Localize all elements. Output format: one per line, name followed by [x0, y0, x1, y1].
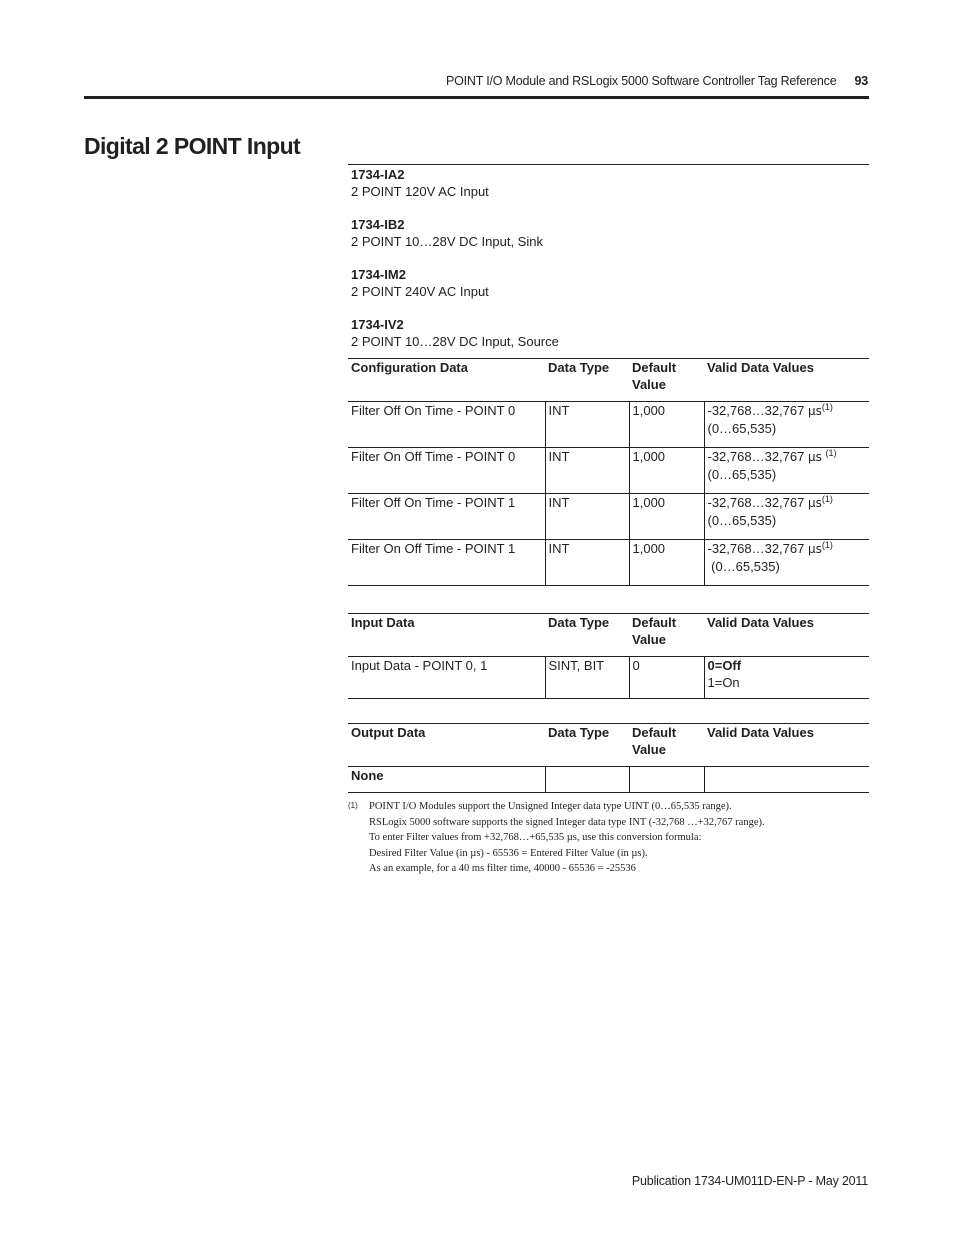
value-range: -32,768…32,767	[707, 403, 805, 418]
table-header-row	[348, 359, 869, 402]
input-data-table	[348, 613, 869, 699]
cell-type: INT	[545, 448, 629, 494]
footnote-mark: (1)	[348, 801, 358, 810]
footnote-line: RSLogix 5000 software supports the signed Integer data type INT (-32,768 …+32,767 range).	[369, 816, 765, 828]
table-row	[348, 540, 869, 586]
footnote-line: POINT I/O Modules support the Unsigned Integer data type UINT (0…65,535 range).	[369, 801, 732, 812]
page-number: 93	[854, 74, 868, 88]
cell-name: Filter On Off Time - POINT 0	[351, 449, 516, 464]
cell-name: Filter On Off Time - POINT 1	[351, 541, 516, 556]
section-title: Digital 2 POINT Input	[84, 133, 301, 159]
footnote-ref: (1)	[821, 540, 833, 550]
cell-type	[545, 767, 629, 793]
footnote	[348, 799, 868, 877]
column-header: Valid Data Values	[707, 725, 814, 740]
module-code: 1734-IM2	[351, 267, 406, 282]
module-description: 2 POINT 10…28V DC Input, Source	[351, 334, 559, 349]
unsigned-range: (0…65,535)	[711, 559, 780, 574]
cell-values	[704, 494, 869, 540]
footnote-line: As an example, for a 40 ms filter time, 40000 - 65536 = -25536	[369, 863, 636, 875]
cell-default: 1,000	[629, 402, 704, 448]
cell-default: 1,000	[629, 494, 704, 540]
table-row	[348, 402, 869, 448]
column-header: Default Value	[632, 615, 677, 647]
column-header: Data Type	[548, 360, 610, 375]
unit-label: µs	[807, 542, 822, 556]
cell-values	[704, 767, 869, 793]
module-code: 1734-IV2	[351, 317, 404, 332]
cell-values	[704, 657, 869, 699]
value-on: 1=On	[707, 675, 740, 690]
cell-type: SINT, BIT	[545, 657, 629, 699]
main-content	[348, 164, 869, 793]
running-header	[84, 74, 868, 88]
cell-values	[704, 448, 869, 494]
running-title: POINT I/O Module and RSLogix 5000 Software Controller Tag Reference	[445, 74, 837, 88]
cell-type: INT	[545, 540, 629, 586]
cell-name: Filter Off On Time - POINT 1	[351, 495, 516, 510]
column-header: Default Value	[632, 725, 677, 757]
unsigned-range: (0…65,535)	[707, 513, 777, 528]
cell-values	[704, 540, 869, 586]
footnote-ref: (1)	[821, 402, 833, 412]
module-code: 1734-IA2	[351, 167, 405, 182]
module-entry	[351, 266, 869, 300]
value-off: 0=Off	[707, 658, 742, 673]
table-row	[348, 494, 869, 540]
footnote-line: To enter Filter values from +32,768…+65,535 µs, use this conversion formula:	[369, 832, 702, 844]
cell-default	[629, 767, 704, 793]
cell-name: Filter Off On Time - POINT 0	[351, 403, 516, 418]
module-description: 2 POINT 120V AC Input	[351, 184, 489, 199]
cell-type: INT	[545, 402, 629, 448]
column-header: Input Data	[351, 615, 415, 630]
header-rule	[84, 96, 869, 99]
module-entry	[351, 166, 869, 200]
cell-name: Input Data - POINT 0, 1	[351, 658, 488, 673]
module-entry	[351, 216, 869, 250]
publication-footer: Publication 1734-UM011D-EN-P - May 2011	[631, 1174, 868, 1188]
table-row	[348, 767, 869, 793]
table-row	[348, 657, 869, 699]
unit-label: µs	[807, 404, 822, 418]
value-range: -32,768…32,767	[707, 495, 805, 510]
table-header-row	[348, 614, 869, 657]
module-entry	[351, 316, 869, 350]
footnote-ref: (1)	[825, 448, 837, 458]
footnote-ref: (1)	[821, 494, 833, 504]
module-description: 2 POINT 10…28V DC Input, Sink	[351, 234, 543, 249]
column-header: Output Data	[351, 725, 426, 740]
module-description: 2 POINT 240V AC Input	[351, 284, 489, 299]
column-header: Data Type	[548, 615, 610, 630]
column-header: Default Value	[632, 360, 677, 392]
column-header: Data Type	[548, 725, 610, 740]
table-header-row	[348, 724, 869, 767]
cell-default: 1,000	[629, 448, 704, 494]
unsigned-range: (0…65,535)	[707, 467, 777, 482]
column-header: Valid Data Values	[707, 615, 814, 630]
value-range: -32,768…32,767	[707, 541, 805, 556]
configuration-data-table	[348, 358, 869, 586]
cell-name: None	[351, 768, 384, 783]
column-header: Valid Data Values	[707, 360, 814, 375]
cell-type: INT	[545, 494, 629, 540]
cell-default: 1,000	[629, 540, 704, 586]
module-code: 1734-IB2	[351, 217, 405, 232]
value-range: -32,768…32,767	[707, 449, 805, 464]
cell-values	[704, 402, 869, 448]
unsigned-range: (0…65,535)	[707, 421, 777, 436]
column-header: Configuration Data	[351, 360, 468, 375]
output-data-table	[348, 723, 869, 793]
unit-label: µs	[807, 450, 822, 464]
table-row	[348, 448, 869, 494]
footnote-line: Desired Filter Value (in µs) - 65536 = Entered Filter Value (in µs).	[369, 847, 648, 859]
unit-label: µs	[807, 496, 822, 510]
cell-default: 0	[629, 657, 704, 699]
